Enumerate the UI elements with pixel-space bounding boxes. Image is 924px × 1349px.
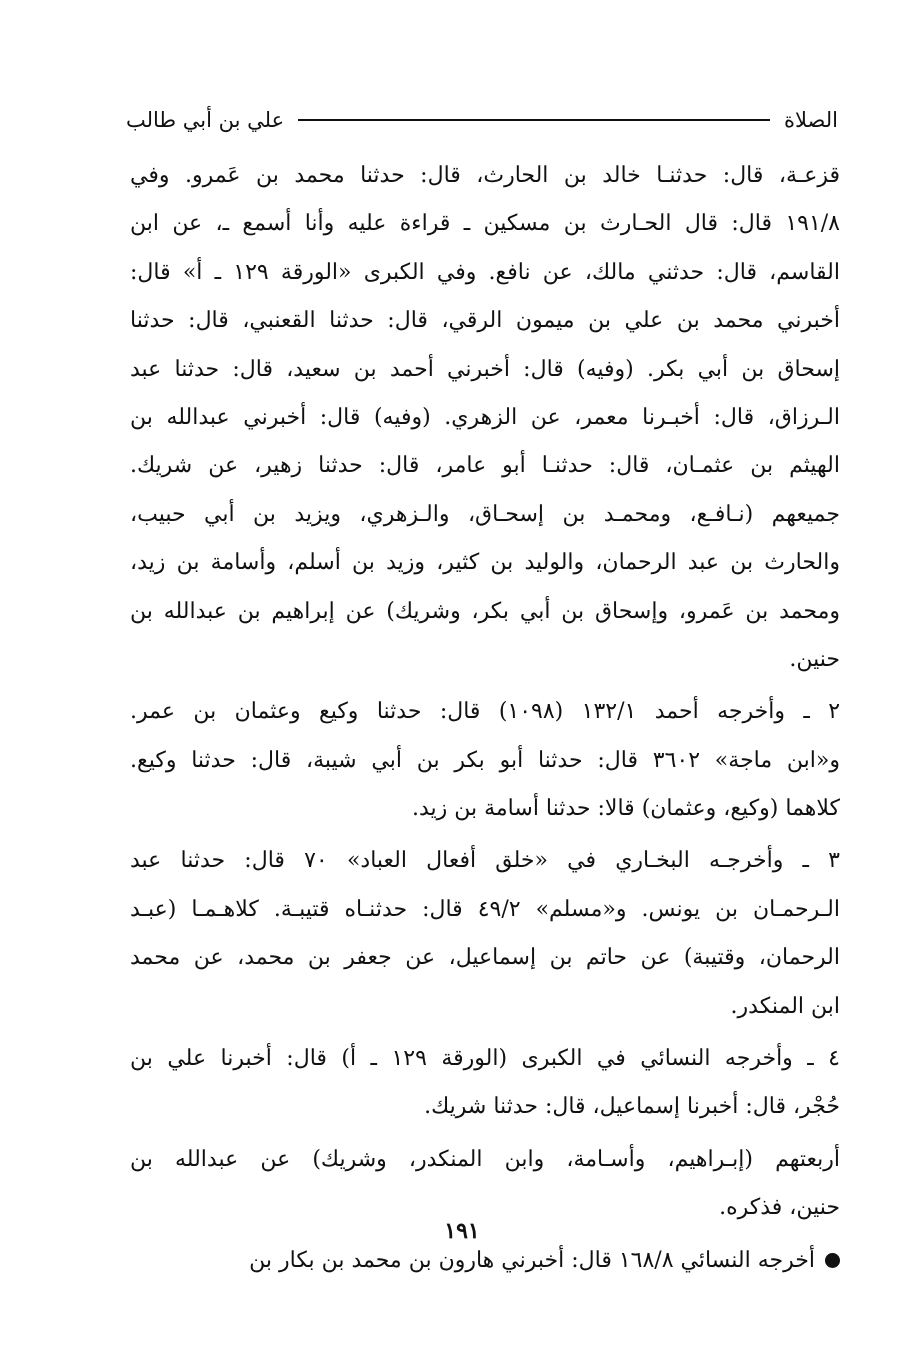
header-book-author: علي بن أبي طالب xyxy=(126,108,285,132)
text-line: حنين. xyxy=(789,646,840,672)
text-line: كلاهما (وكيع، وعثمان) قالا: حدثنا أسامة بن زيد. xyxy=(411,796,840,822)
text-line: جميعهم (نـافـع، ومحمـد بن إسحـاق، والـزهري، ويزيد بن أبي حبيب، xyxy=(130,501,840,527)
text-line: الـرزاق، قال: أخبـرنا معمر، عن الزهري. (وفيه) قال: أخبرني عبدالله بن xyxy=(130,404,840,430)
text-line: الرحمان، وقتيبة) عن حاتم بن إسماعيل، عن جعفر بن محمد، عن محمد xyxy=(130,945,840,971)
text-line: ومحمد بن عَمرو، وإسحاق بن أبي بكر، وشريك) عن إبراهيم بن عبدالله بن xyxy=(130,598,840,624)
text-line: قزعـة، قال: حدثنـا خالد بن الحارث، قال: حدثنا محمد بن عَمرو. وفي xyxy=(130,163,840,188)
text-line: القاسم، قال: حدثني مالك، عن نافع. وفي الكبرى «الورقة ١٢٩ ـ أ» قال: xyxy=(130,259,840,285)
header-rule xyxy=(298,119,770,121)
bullet-icon xyxy=(825,1253,840,1268)
text-line: ٢ ـ وأخرجه أحمد ١٣٢/١ (١٠٩٨) قال: حدثنا وكيع وعثمان بن عمر. xyxy=(130,699,840,725)
text-line: الـرحمـان بن يونس. و«مسلم» ٤٩/٢ قال: حدثنـاه قتيبـة. كلاهـمـا (عبـد xyxy=(130,896,840,922)
text-line: أخبرني محمد بن علي بن ميمون الرقي، قال: حدثنا القعنبي، قال: حدثنا xyxy=(130,308,840,334)
text-line: و«ابن ماجة» ٣٦٠٢ قال: حدثنا أبو بكر بن أبي شيبة، قال: حدثنا وكيع. xyxy=(130,747,840,773)
header-section-title: الصلاة xyxy=(784,108,838,132)
text-line: ٣ ـ وأخرجـه البخـاري في «خلق أفعال العباد» ٧٠ قال: حدثنا عبد xyxy=(130,848,840,874)
text-line: أربعتهم (إبـراهيم، وأسـامة، وابن المنكدر، وشريك) عن عبدالله بن xyxy=(130,1146,840,1172)
text-line: ٤ ـ وأخرجه النسائي في الكبرى (الورقة ١٢٩ ـ أ) قال: أخبرنا علي بن xyxy=(130,1046,840,1072)
text-line: ابن المنكدر. xyxy=(730,993,840,1019)
text-line: حُجْر، قال: أخبرنا إسماعيل، قال: حدثنا شريك. xyxy=(424,1094,840,1120)
page-body xyxy=(130,152,840,1285)
bullet-text: أخرجه النسائي ١٦٨/٨ قال: أخبرني هارون بن محمد بن بكار بن xyxy=(249,1247,815,1273)
text-line: ١٩١/٨ قال: قال الحـارث بن مسكين ـ قراءة عليه وأنا أسمع ـ، عن ابن xyxy=(130,211,840,237)
text-line: إسحاق بن أبي بكر. (وفيه) قال: أخبرني أحمد بن سعيد، قال: حدثنا عبد xyxy=(130,356,840,382)
text-line: الهيثم بن عثمـان، قال: حدثنـا أبو عامر، قال: حدثنا زهير، عن شريك. xyxy=(130,453,840,479)
text-line: حنين، فذكره. xyxy=(719,1195,840,1221)
page-number: ١٩١ xyxy=(444,1218,480,1244)
running-header xyxy=(126,100,838,140)
text-line: والحارث بن عبد الرحمان، والوليد بن كثير، وزيد بن أسلم، وأسامة بن زيد، xyxy=(130,550,840,576)
